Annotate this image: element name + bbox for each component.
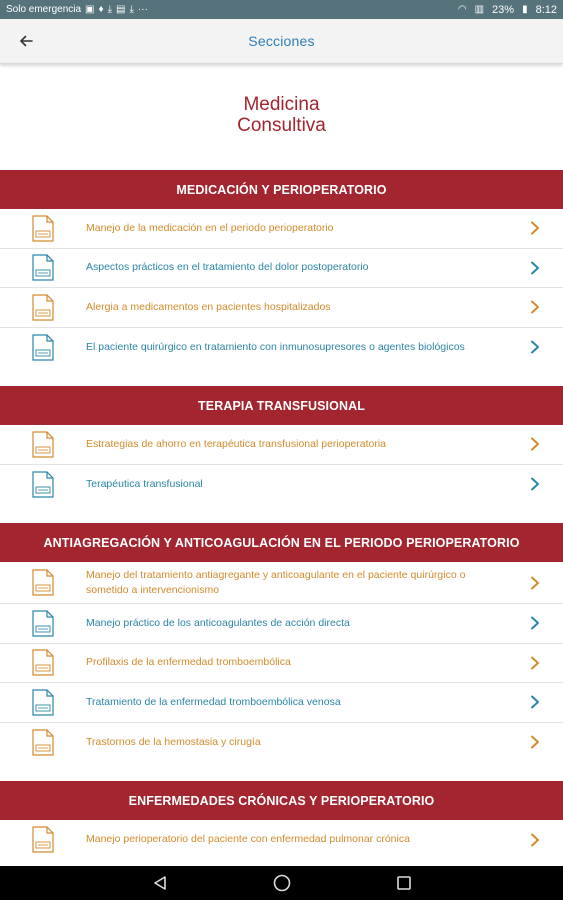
list-item[interactable] [0, 604, 563, 644]
document-icon [32, 826, 54, 853]
document-icon [32, 334, 54, 361]
document-icon [32, 471, 54, 498]
usb-icon: ♦ [98, 3, 104, 15]
list-item[interactable] [0, 562, 563, 604]
section-header: ENFERMEDADES CRÓNICAS Y PERIOPERATORIO [0, 781, 563, 820]
document-icon [32, 569, 54, 596]
list-item-label: Tratamiento de la enfermedad tromboembólica venosa [86, 695, 341, 708]
list-item[interactable] [0, 425, 563, 465]
document-icon [32, 610, 54, 637]
chevron-right-icon [529, 477, 541, 491]
section-items [0, 425, 563, 504]
page-title-line2: Consultiva [237, 115, 326, 136]
circle-home-icon [273, 874, 291, 892]
list-item-label: Manejo perioperatorio del paciente con enfermedad pulmonar crónica [86, 833, 410, 846]
document-icon [32, 254, 54, 281]
carrier-label: Solo emergencia [6, 4, 82, 15]
document-icon [32, 649, 54, 676]
triangle-back-icon [152, 875, 168, 891]
section [0, 386, 563, 504]
clock: 8:12 [535, 3, 557, 16]
list-item-label: Terapéutica transfusional [86, 477, 203, 490]
section [0, 781, 563, 860]
section [0, 523, 563, 762]
download-icon: ⤓ [107, 3, 113, 15]
list-item-label: Aspectos prácticos en el tratamiento del dolor postoperatorio [86, 261, 369, 274]
nav-recents-button[interactable] [394, 873, 414, 893]
list-item-label: Manejo de la medicación en el periodo perioperatorio [86, 221, 334, 234]
image-icon: ▤ [116, 3, 126, 15]
section-items [0, 820, 563, 860]
list-item-label: Alergia a medicamentos en pacientes hospitalizados [86, 300, 331, 313]
status-right [458, 4, 557, 16]
app-bar [0, 19, 563, 64]
section-header: MEDICACIÓN Y PERIOPERATORIO [0, 170, 563, 209]
sections-list [0, 170, 563, 860]
chevron-right-icon [529, 340, 541, 354]
square-recents-icon [396, 875, 412, 891]
list-item[interactable] [0, 288, 563, 328]
chevron-right-icon [529, 833, 541, 847]
list-item[interactable] [0, 249, 563, 289]
section-header: TERAPIA TRANSFUSIONAL [0, 386, 563, 425]
list-item-label: Manejo práctico de los anticoagulantes de acción directa [86, 616, 350, 629]
chevron-right-icon [529, 576, 541, 590]
nav-back-button[interactable] [150, 873, 170, 893]
list-item[interactable] [0, 820, 563, 860]
list-item[interactable] [0, 683, 563, 723]
chevron-right-icon [529, 221, 541, 235]
list-item[interactable] [0, 465, 563, 505]
list-item-label: Estrategias de ahorro en terapéutica transfusional perioperatoria [86, 437, 387, 450]
battery-saver-icon: ▥ [474, 3, 485, 15]
list-item[interactable] [0, 723, 563, 763]
list-item-label: Manejo del tratamiento antiagregante y anticoagulante en el paciente quirúrgico o sometido a intervencionismo [86, 568, 466, 596]
section-items [0, 209, 563, 367]
document-icon [32, 729, 54, 756]
document-icon [32, 689, 54, 716]
section-header: ANTIAGREGACIÓN Y ANTICOAGULACIÓN EN EL PERIODO PERIOPERATORIO [0, 523, 563, 562]
list-item-label: El paciente quirúrgico en tratamiento con inmunosupresores o agentes biológicos [86, 340, 465, 353]
app-title: Secciones [248, 33, 315, 49]
chevron-right-icon [529, 695, 541, 709]
document-icon [32, 215, 54, 242]
list-item[interactable] [0, 644, 563, 684]
content-scroll[interactable] [0, 65, 563, 866]
chevron-right-icon [529, 300, 541, 314]
document-icon [32, 294, 54, 321]
page-title-line1: Medicina [243, 94, 320, 115]
list-item-label: Trastornos de la hemostasia y cirugía [86, 735, 261, 748]
section [0, 170, 563, 367]
page-title [0, 65, 563, 170]
document-icon [32, 431, 54, 458]
list-item-label: Profilaxis de la enfermedad tromboembólica [86, 656, 291, 669]
list-item[interactable] [0, 209, 563, 249]
sim-icon: ▣ [85, 3, 95, 15]
more-icon: ··· [137, 3, 148, 15]
nav-home-button[interactable] [272, 873, 292, 893]
chevron-right-icon [529, 437, 541, 451]
arrow-left-icon [19, 34, 33, 48]
chevron-right-icon [529, 735, 541, 749]
chevron-right-icon [529, 261, 541, 275]
system-nav-bar [0, 866, 563, 900]
download-icon: ⤓ [129, 3, 134, 15]
battery-icon: ▮ [522, 3, 528, 15]
status-left [6, 4, 148, 15]
back-button[interactable] [14, 29, 38, 53]
wifi-icon: ◠ [457, 3, 467, 15]
section-items [0, 562, 563, 762]
chevron-right-icon [529, 656, 541, 670]
list-item[interactable] [0, 328, 563, 368]
battery-level: 23% [492, 3, 515, 16]
chevron-right-icon [529, 616, 541, 630]
status-bar [0, 0, 563, 19]
